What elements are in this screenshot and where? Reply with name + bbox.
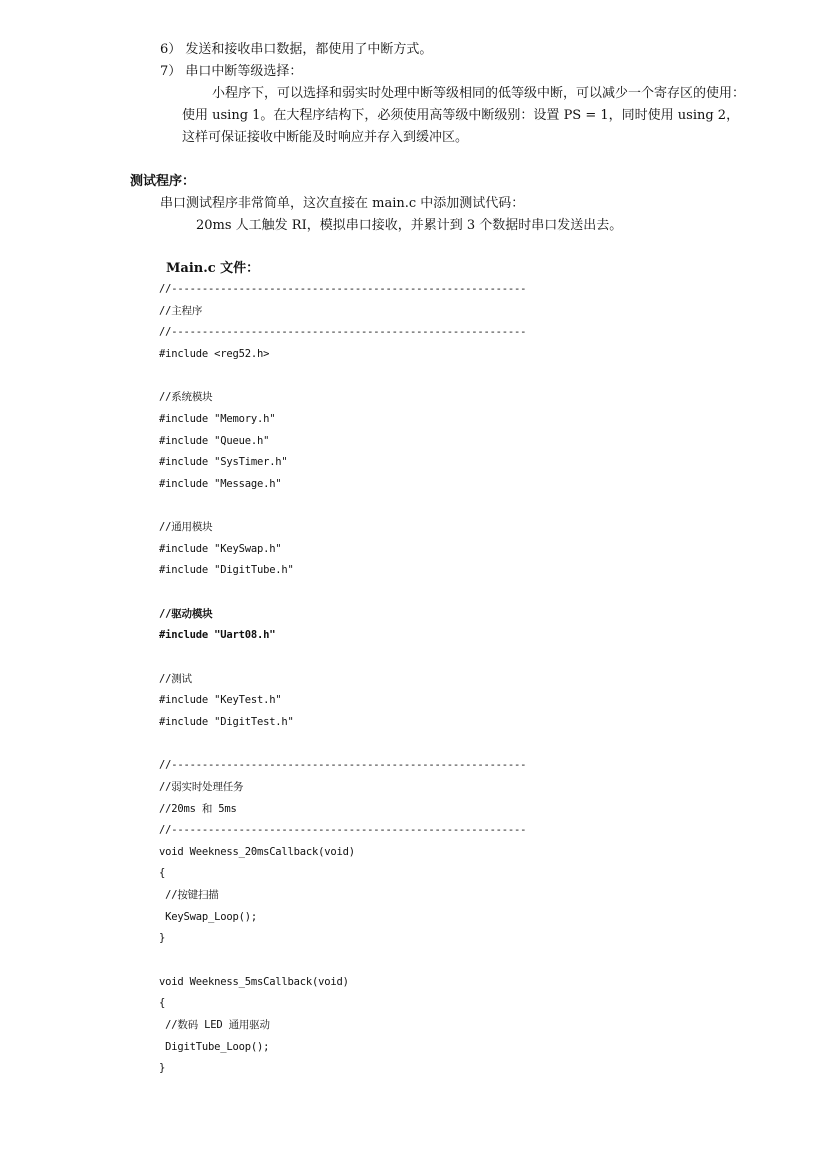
list-item-7-paragraph-line-3: 这样可保证接收中断能及时响应并存入到缓冲区。 xyxy=(182,130,469,145)
code-include-systimer: #include "SysTimer.h" xyxy=(159,456,288,468)
test-detail-text: 20ms 人工触发 RI，模拟串口接收，并累计到 3 个数据时串口发送出去。 xyxy=(196,218,623,233)
code-separator: //---------------------------------------------------------- xyxy=(159,283,527,295)
file-title: Main.c 文件： xyxy=(166,261,260,276)
code-comment-driver-modules: //驱动模块 xyxy=(159,608,213,620)
code-comment-common-modules: //通用模块 xyxy=(159,521,213,533)
code-comment-weak-realtime: //弱实时处理任务 xyxy=(159,781,244,793)
code-function-20ms-signature: void Weekness_20msCallback(void) xyxy=(159,846,355,858)
code-include-digittest: #include "DigitTest.h" xyxy=(159,716,294,728)
list-item-6: 6） 发送和接收串口数据，都使用了中断方式。 xyxy=(160,42,433,57)
code-separator: //---------------------------------------------------------- xyxy=(159,824,527,836)
code-separator: //---------------------------------------------------------- xyxy=(159,759,527,771)
list-item-7-paragraph-line-2: 使用 using 1。在大程序结构下，必须使用高等级中断级别：设置 PS = 1，同时使用 using 2， xyxy=(182,108,740,123)
code-keyswap-loop-call: KeySwap_Loop(); xyxy=(159,911,257,923)
code-include-uart08: #include "Uart08.h" xyxy=(159,629,276,641)
code-include-queue: #include "Queue.h" xyxy=(159,435,270,447)
code-include-reg52: #include <reg52.h> xyxy=(159,348,270,360)
list-item-7-paragraph-line-1: 小程序下，可以选择和弱实时处理中断等级相同的低等级中断，可以减少一个寄存区的使用： xyxy=(212,86,746,101)
code-digittube-loop-call: DigitTube_Loop(); xyxy=(159,1041,270,1053)
section-heading-test-program: 测试程序： xyxy=(130,174,196,189)
code-comment-key-scan: //按键扫描 xyxy=(159,889,219,901)
code-brace-close: } xyxy=(159,932,166,944)
code-brace-open: { xyxy=(159,997,166,1009)
code-comment-main: //主程序 xyxy=(159,305,203,317)
code-separator: //---------------------------------------------------------- xyxy=(159,326,527,338)
code-comment-system-modules: //系统模块 xyxy=(159,391,213,403)
code-function-5ms-signature: void Weekness_5msCallback(void) xyxy=(159,976,349,988)
list-item-7: 7） 串口中断等级选择： xyxy=(160,64,303,79)
code-brace-open: { xyxy=(159,867,166,879)
test-intro-text: 串口测试程序非常简单，这次直接在 main.c 中添加测试代码： xyxy=(160,196,525,211)
code-comment-test: //测试 xyxy=(159,673,192,685)
code-comment-led-driver: //数码 LED 通用驱动 xyxy=(159,1019,270,1031)
code-include-memory: #include "Memory.h" xyxy=(159,413,276,425)
code-include-message: #include "Message.h" xyxy=(159,478,282,490)
code-include-keytest: #include "KeyTest.h" xyxy=(159,694,282,706)
code-brace-close: } xyxy=(159,1062,166,1074)
code-include-digittube: #include "DigitTube.h" xyxy=(159,564,294,576)
code-comment-periods: //20ms 和 5ms xyxy=(159,803,237,815)
code-include-keyswap: #include "KeySwap.h" xyxy=(159,543,282,555)
